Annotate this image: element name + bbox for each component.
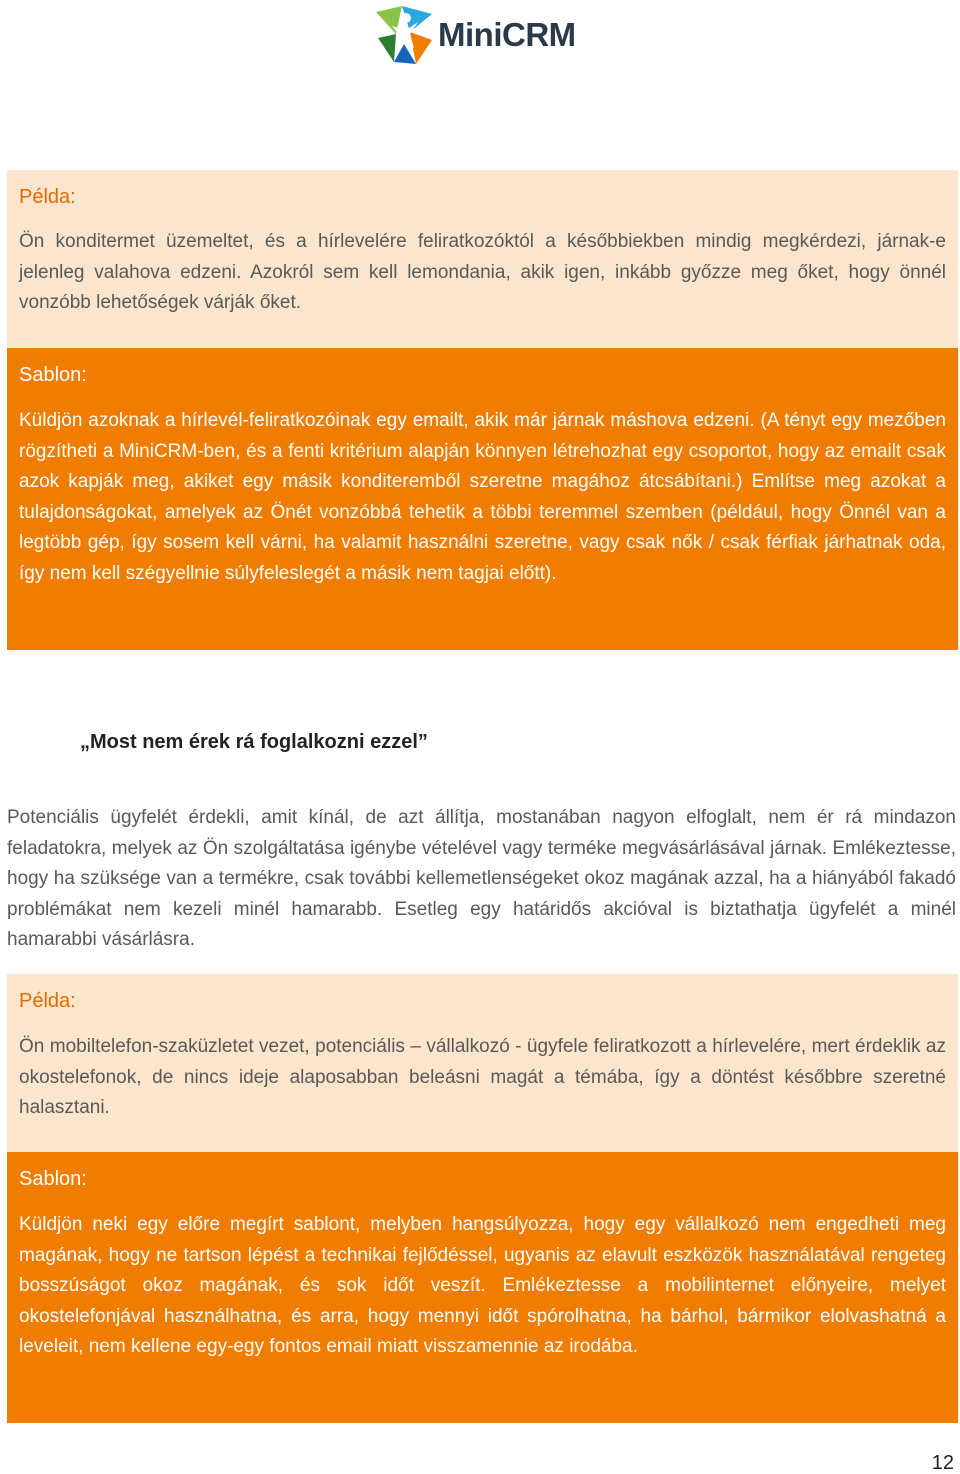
example-text: Ön konditermet üzemeltet, és a hírlevelére feliratkozóktól a későbbiekben mindig megkérdezi, járnak-e jelenleg valahova edzeni. Azokról sem kell lemondania, akik igen, inkább győzze meg őket, hogy önnél vonzóbb lehetőségek várják őket. [19, 231, 946, 313]
brand-name: MiniCRM [438, 16, 576, 53]
minicrm-logo-icon [372, 4, 436, 66]
template-box-1 [7, 348, 958, 650]
example-box-2 [7, 974, 958, 1152]
section-heading: „Most nem érek rá foglalkozni ezzel” [80, 731, 428, 753]
template-box-2 [7, 1152, 958, 1423]
template-text: Küldjön azoknak a hírlevél-feliratkozóinak egy emailt, akik már járnak máshova edzeni. (A tényt egy mezőben rögzítheti a MiniCRM-ben, és a fenti kritérium alapján könnyen létrehozhat egy csoportot, hogy az emailt csak azok kapják meg, akiket egy másik konditeremből szeretne magához átcsábítani.) Említse meg azokat a tulajdonságokat, amelyek az Önét vonzóbbá tehetik a többi teremmel szemben (például, hogy Önnél van a legtöbb gép, így sosem kell várni, ha valamit használni szeretne, vagy csak nők / csak férfiak járhatnak oda, így nem kell szégyellnie súlyfeleslegét a másik nem tagjai előtt). [19, 410, 946, 584]
page-number: 12 [931, 1452, 954, 1474]
example-text: Ön mobiltelefon-szaküzletet vezet, potenciális – vállalkozó - ügyfele feliratkozott a hírlevelére, mert érdeklik az okostelefonok, de nincs ideje alaposabban beleásni magát a témába, így a döntést későbbre szeretné halasztani. [19, 1036, 946, 1118]
minicrm-logo [372, 4, 576, 66]
example-label: Példa: [19, 990, 76, 1012]
template-label: Sablon: [19, 1168, 87, 1190]
example-box-1 [7, 170, 958, 348]
example-label: Példa: [19, 186, 76, 208]
template-text: Küldjön neki egy előre megírt sablont, melyben hangsúlyozza, hogy egy vállalkozó nem engedheti meg magának, hogy ne tartson lépést a technikai fejlődéssel, ugyanis az elavult eszközök használatával rengeteg bosszúságot okoz magának, és sok időt veszít. Emlékeztesse a mobilinternet előnyeire, melyet okostelefonjával használhatna, és arra, hogy mennyi időt spórolhatna, ha bárhol, bármikor elolvashatná a leveleit, nem kellene egy-egy fontos email miatt visszamennie az irodába. [19, 1214, 946, 1357]
section-body: Potenciális ügyfelét érdekli, amit kínál, de azt állítja, mostanában nagyon elfoglalt, nem ér rá mindazon feladatokra, melyek az Ön szolgáltatása igénybe vételével vagy terméke megvásárlásával járnak. Emlékeztesse, hogy ha szüksége van a termékre, csak további kellemetlenségeket okoz magának azzal, ha a hiányából fakadó problémákat nem kezeli minél hamarabb. Esetleg egy határidős akcióval is biztathatja ügyfelét a minél hamarabbi vásárlásra. [7, 807, 956, 950]
template-label: Sablon: [19, 364, 87, 386]
